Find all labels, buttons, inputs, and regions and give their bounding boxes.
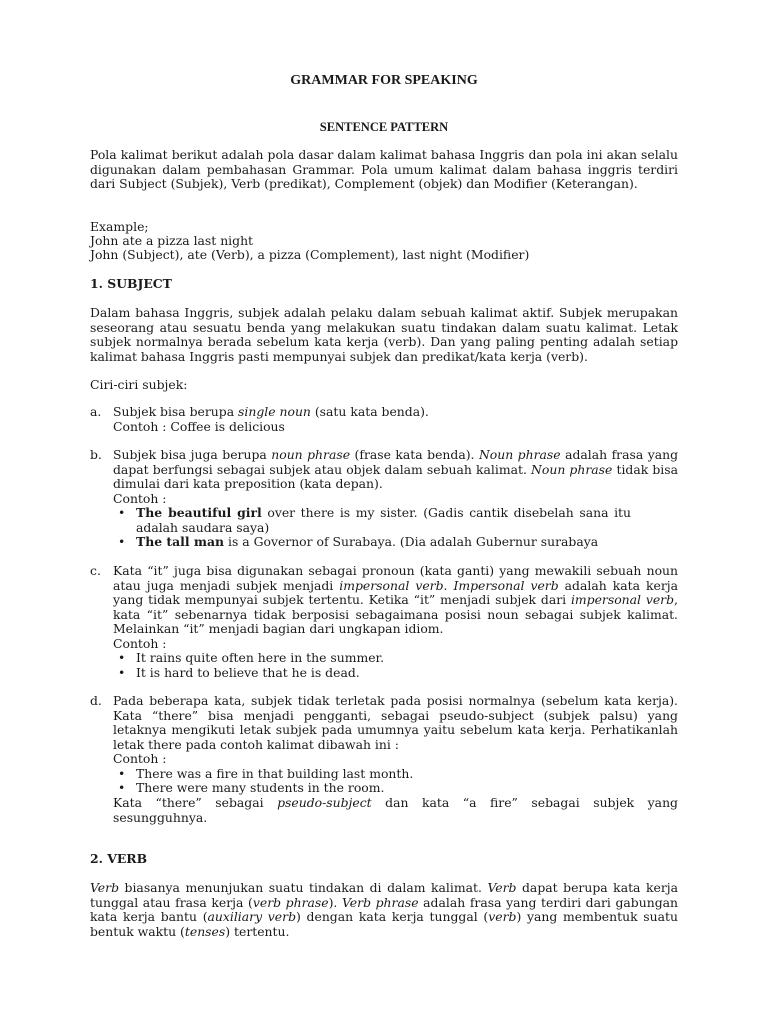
bullet-item: • The tall man is a Governor of Surabaya. (Dia adalah Gubernur surabaya	[118, 534, 599, 549]
list-marker: a.	[90, 404, 102, 419]
list-marker: b.	[90, 447, 102, 462]
item-c-text: Kata “it” juga bisa digunakan sebagai pronoun (kata ganti) yang mewakili sebuah noun atau juga menjadi subjek menjadi impersonal verb. Impersonal verb adalah kata kerja yang tidak mempunyai subjek tertentu. Ketika “it” menjadi subjek dari impersonal verb, kata “it” sebenarnya tidak berposisi sebagaimana posisi noun sebagai subjek kalimat. Melainkan “it” menjadi bagian dari ungkapan idiom.	[113, 563, 678, 637]
ciri-label: Ciri-ciri subjek:	[90, 377, 188, 392]
item-a-contoh: Contoh : Coffee is delicious	[113, 418, 285, 434]
example-label: Example;	[90, 219, 149, 234]
page-title: GRAMMAR FOR SPEAKING	[290, 73, 478, 88]
bullet-item: • It is hard to believe that he is dead.	[118, 665, 360, 680]
subject-paragraph: Dalam bahasa Inggris, subjek adalah pelaku dalam sebuah kalimat aktif. Subjek merupakan seseorang atau sesuatu benda yang melakukan suatu tindakan dalam suatu kalimat. Letak subjek normalnya berada sebelum kata kerja (verb). Dan yang paling penting adalah setiap kalimat bahasa Inggris pasti mempunyai subjek dan predikat/kata kerja (verb).	[90, 305, 678, 364]
bullet-icon: •	[118, 665, 126, 680]
verb-heading: 2. VERB	[90, 851, 148, 866]
bullet-item: • It rains quite often here in the summer.	[118, 650, 385, 665]
item-b-contoh-label: Contoh :	[113, 490, 167, 506]
example-breakdown: John (Subject), ate (Verb), a pizza (Complement), last night (Modifier)	[90, 247, 530, 262]
subject-heading: 1. SUBJECT	[90, 276, 172, 291]
intro-paragraph: Pola kalimat berikut adalah pola dasar dalam kalimat bahasa Inggris dan pola ini akan selalu digunakan dalam pembahasan Grammar. Pola umum kalimat dalam bahasa inggris terdiri dari Subject (Subjek), Verb (predikat), Complement (objek) dan Modifier (Keterangan).	[90, 147, 678, 192]
item-d-text: Pada beberapa kata, subjek tidak terletak pada posisi normalnya (sebelum kata kerja). Kata “there” bisa menjadi pengganti, sebagai pseudo-subject (subjek palsu) yang letaknya mengikuti letak subjek pada umumnya yaitu sebelum kata kerja. Perhatikanlah letak there pada contoh kalimat dibawah ini :	[113, 693, 678, 752]
item-b-text: Subjek bisa juga berupa noun phrase (frase kata benda). Noun phrase adalah frasa yang dapat berfungsi sebagai subjek atau objek dalam sebuah kalimat. Noun phrase tidak bisa dimulai dari kata preposition (kata depan).	[113, 447, 679, 492]
list-item-d	[90, 693, 678, 767]
list-marker: d.	[90, 693, 102, 708]
verb-paragraph: Verb biasanya menunjukan suatu tindakan di dalam kalimat. Verb dapat berupa kata kerja tunggal atau frasa kerja (verb phrase). Verb phrase adalah frasa yang terdiri dari gabungan kata kerja bantu (auxiliary verb) dengan kata kerja tunggal (verb) yang membentuk suatu bentuk waktu (tenses) tertentu.	[90, 880, 678, 939]
bullet-icon: •	[118, 534, 126, 549]
list-item-b	[90, 447, 679, 506]
item-d-contoh-label: Contoh :	[113, 751, 167, 767]
section-subtitle: SENTENCE PATTERN	[319, 120, 449, 134]
example-sentence: John ate a pizza last night	[90, 233, 254, 248]
item-d-closing: Kata “there” sebagai pseudo-subject dan kata “a fire” sebagai subjek yang sesungguhnya.	[113, 795, 678, 825]
item-c-contoh-label: Contoh :	[113, 635, 167, 651]
bullet-icon: •	[118, 505, 126, 520]
bullet-item: • There were many students in the room.	[118, 780, 385, 795]
list-marker: c.	[90, 563, 101, 578]
list-item-c	[90, 563, 678, 652]
bullet-item: • The beautiful girl over there is my sister. (Gadis cantik disebelah sana itu adalah saudara saya)	[118, 505, 632, 535]
bullet-icon: •	[118, 780, 126, 795]
list-item-a	[90, 404, 678, 434]
item-a-text: Subjek bisa berupa single noun (satu kata benda).	[113, 404, 429, 419]
bullet-icon: •	[118, 766, 126, 781]
bullet-icon: •	[118, 650, 126, 665]
bullet-item: • There was a fire in that building last month.	[118, 766, 414, 781]
